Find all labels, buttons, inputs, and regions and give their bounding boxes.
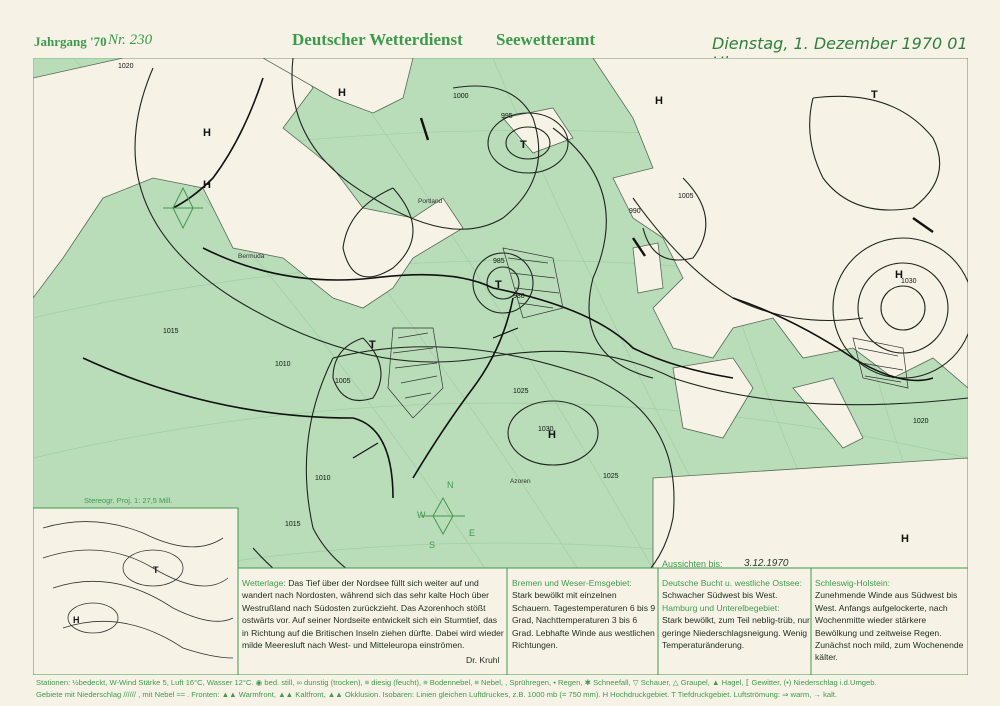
outlook-date: 3.12.1970	[744, 558, 789, 569]
issue-number: Nr. 230	[108, 32, 153, 48]
compass-west: W	[417, 510, 426, 520]
pressure-center-label: T	[369, 339, 376, 351]
isobar-label: 1000	[453, 93, 469, 100]
outlook-label: Aussichten bis:	[662, 559, 723, 569]
isobar-label: 1025	[513, 388, 529, 395]
isobar-label: 995	[501, 113, 513, 120]
pressure-center-label: H	[203, 127, 211, 139]
forecast-schleswig-heading: Schleswig-Holstein:	[815, 578, 890, 588]
pressure-center-label: H	[203, 179, 211, 191]
pressure-center-label: T	[871, 89, 878, 101]
pressure-center-label: H	[901, 533, 909, 545]
forecast-hamburg-text: Stark bewölkt, zum Teil neblig-trüb, nur geringe Niederschlagsneigung. Wenig Temperaturänderung.	[662, 615, 810, 651]
pressure-center-label: T	[520, 139, 527, 151]
forecast-bucht-text: Schwacher Südwest bis West.	[662, 590, 778, 601]
isobar-label: 1010	[315, 475, 331, 482]
isobar-label: 1010	[275, 361, 291, 368]
isobar-label: 1030	[538, 426, 554, 433]
pressure-center-label: H	[338, 87, 346, 99]
author-signature: Dr. Kruhl	[466, 655, 500, 665]
isobar-label: 1005	[335, 378, 351, 385]
pressure-center-label: H	[895, 269, 903, 281]
isobar-label: 1015	[163, 328, 179, 335]
british-isles-land	[633, 243, 663, 293]
legend-areas: Gebiete mit Niederschlag ////// , mit Nebel ≈≈ . Fronten: ▲▲ Warmfront, ▲▲ Kaltfront, ▲▲ Okklusion. Isobaren: Linien gleichen Luftdruckes, z.B. 1000 mb (= 750 mm). H Hochdruckgebiet. T Tiefdruckgebiet. Luftströmung: ⇒ warm, → kalt.	[36, 690, 837, 699]
forecast-bremen-heading: Bremen und Weser-Emsgebiet:	[512, 578, 632, 588]
legend-stations: Stationen: ½bedeckt, W-Wind Stärke 5, Luft 16°C, Wasser 12°C. ◉ bed. still, ∞ dunstig (trocken), ≡ diesig (feucht), ≡ Bodennebel, ≡ Nebel, , Sprühregen, • Regen, ✱ Schneefall, ▽ Schauer, △ Graupel, ▲ Hagel, ⟦ Gewitter, (•) Niederschlag i.d.Umgeb.	[36, 678, 877, 687]
pressure-center-label: H	[655, 95, 663, 107]
inset-map	[33, 508, 238, 675]
page-subtitle: Seewetteramt	[496, 30, 596, 49]
pressure-center-label: H	[548, 429, 556, 441]
forecast-schleswig-text: Zunehmende Winde aus Südwest bis West. Anfangs aufgelockerte, nach Wochenmitte wieder stärkere Bewölkung und zeitweise Regen. Zunächst noch mild, zum Wochenende kälter.	[815, 590, 964, 663]
isobar-label: 1005	[678, 193, 694, 200]
forecast-bremen-text: Stark bewölkt mit einzelnen Schauern. Tagestemperaturen 6 bis 9 Grad, Nachttemperaturen 3 bis 6 Grad. Lebhafte Winde aus westlichen Richtungen.	[512, 590, 656, 651]
compass-south: S	[429, 540, 436, 550]
isobar-label: 1025	[603, 473, 619, 480]
station-label: Bermuda	[238, 253, 265, 260]
inset-pressure-label: H	[73, 615, 80, 625]
forecast-bucht-box	[662, 577, 812, 651]
synoptic-text: Das Tief über der Nordsee füllt sich weiter auf und wandert nach Nordosten, während sich das sehr kalte Hoch über Westrußland nach Südosten zurückzieht. Das Azorenhoch stößt ostwärts vor. Auf seiner Nordseite entwickelt sich ein Sturmtief, das in Richtung auf die Britischen Inseln ziehen dürfte. Dabei wird wieder milde Meeresluft nach West- und Mitteleuropa einströmen.	[242, 578, 504, 651]
station-label: Azoren	[510, 478, 531, 485]
projection-note: Stereogr. Proj. 1: 27,5 Mill.	[84, 496, 173, 505]
compass-east: E	[469, 528, 476, 538]
page-title: Deutscher Wetterdienst	[292, 30, 463, 49]
isobar-label: 1020	[913, 418, 929, 425]
isobar-label: 1030	[901, 278, 917, 285]
synoptic-text-box	[242, 577, 506, 651]
compass-north: N	[447, 480, 454, 490]
isobar-label: 980	[513, 293, 525, 300]
date-label: Dienstag, 1. Dezember 1970 01	[712, 34, 968, 53]
isobar-label: 1015	[285, 521, 301, 528]
forecast-hamburg-heading: Hamburg und Unterelbegebiet:	[662, 602, 780, 613]
synoptic-heading: Wetterlage:	[242, 578, 286, 588]
forecast-bremen-box	[512, 577, 658, 651]
isobar-label: 1020	[118, 63, 134, 70]
inset-pressure-label: T	[153, 565, 159, 575]
isobar-label: 985	[493, 258, 505, 265]
forecast-bucht-heading: Deutsche Bucht u. westliche Ostsee:	[662, 578, 802, 588]
station-label: Portland	[418, 198, 443, 205]
forecast-schleswig-box	[815, 577, 967, 664]
jahrgang-label: Jahrgang '70	[34, 34, 107, 49]
pressure-center-label: T	[495, 279, 502, 291]
isobar-label: 990	[629, 208, 641, 215]
